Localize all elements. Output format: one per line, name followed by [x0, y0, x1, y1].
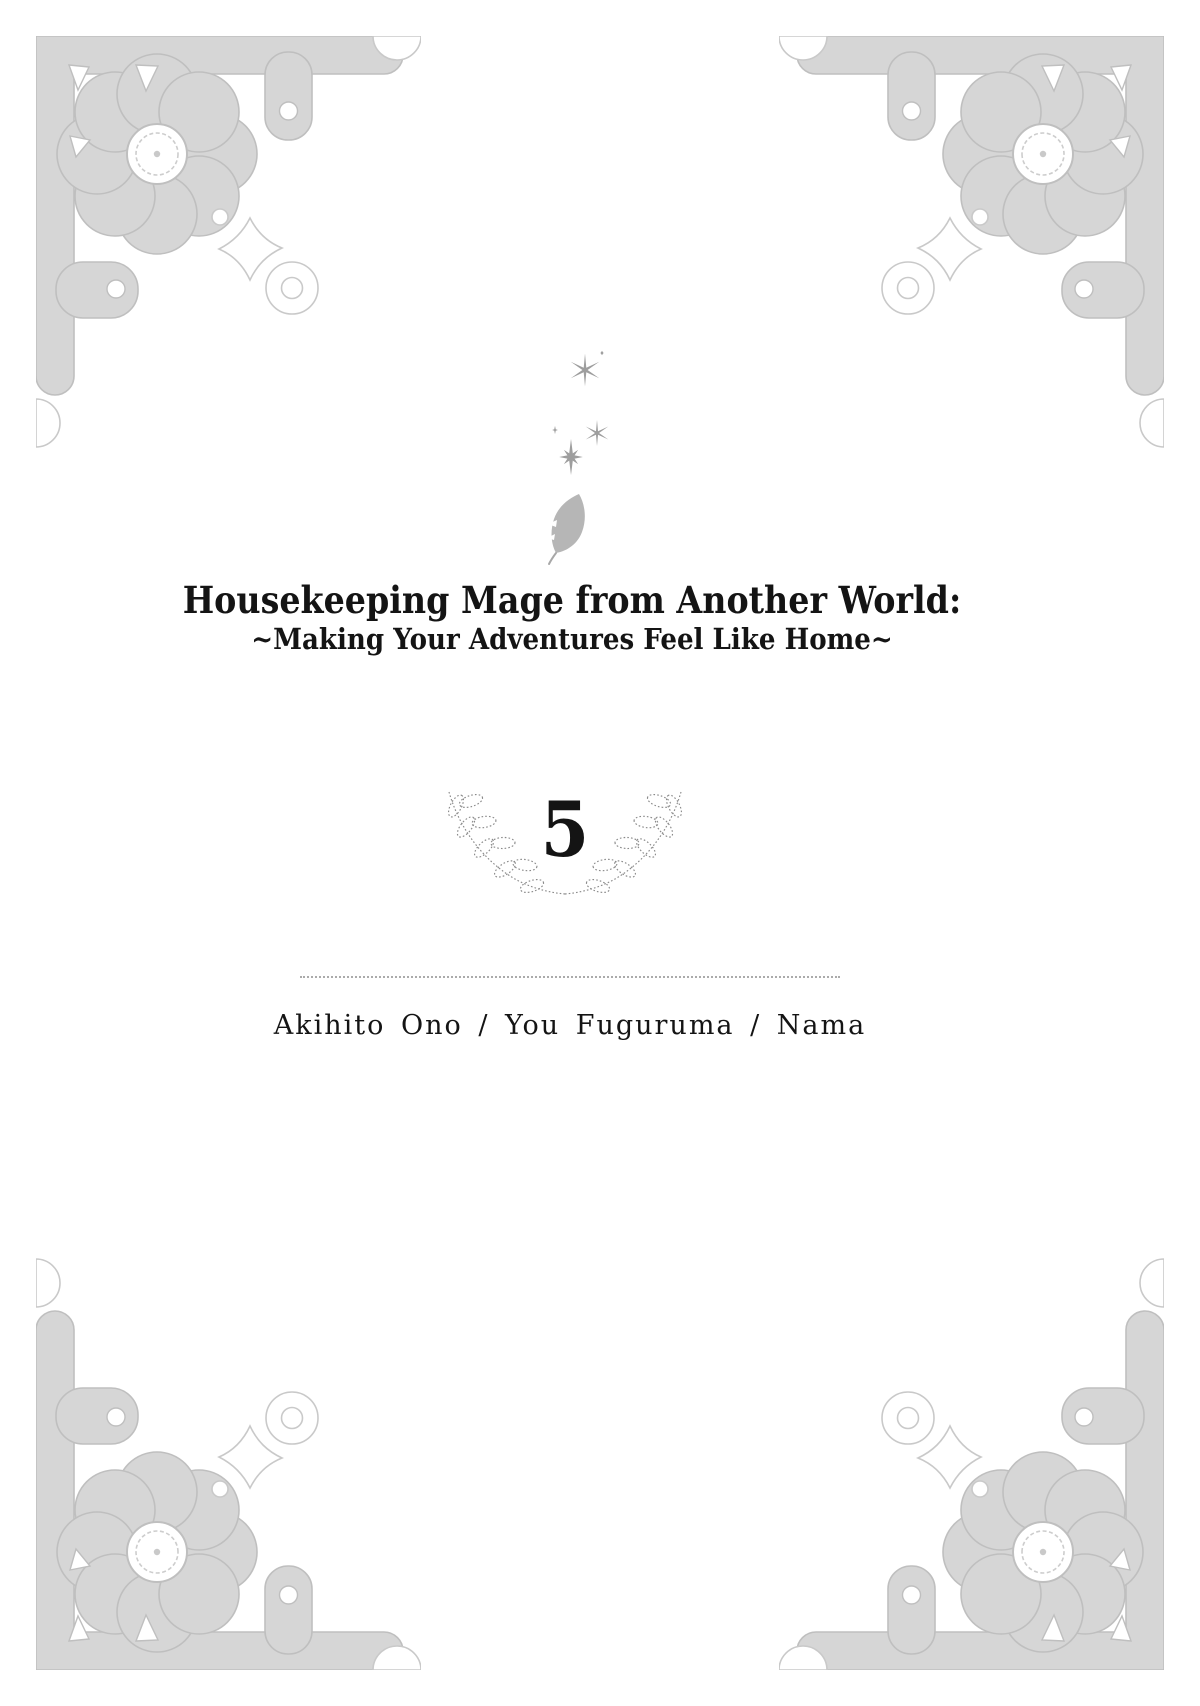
corner-ornament-top-right-icon [779, 36, 1164, 478]
sparkle-star-icon [566, 351, 604, 389]
volume-number: 5 [540, 785, 590, 874]
title-block [0, 579, 1172, 656]
corner-ornament-bottom-right-icon [779, 1228, 1164, 1670]
corner-ornament-top-left-icon [36, 36, 421, 478]
corner-ornament-bottom-left-icon [36, 1228, 421, 1670]
credits: Akihito Ono / You Fuguruma / Nama [273, 1010, 867, 1041]
divider-line [300, 976, 840, 978]
feather-icon [546, 494, 590, 566]
series-title: Housekeeping Mage from Another World: [182, 578, 962, 622]
sparkle-star-icon [551, 437, 591, 477]
series-subtitle: ~Making Your Adventures Feel Like Home~ [251, 621, 893, 656]
